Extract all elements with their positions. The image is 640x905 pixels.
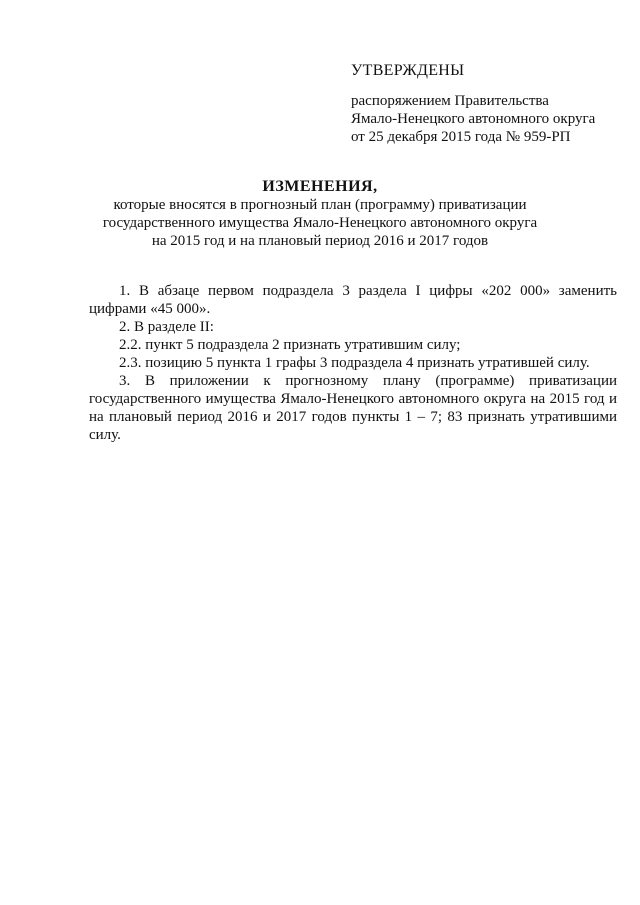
paragraph-3-line-4: силу. [89, 427, 121, 443]
heading-line-2: государственного имущества Ямало-Ненецкого автономного округа [102, 215, 538, 231]
approval-title: УТВЕРЖДЕНЫ [351, 62, 465, 79]
approval-line-decree: распоряжением Правительства [351, 93, 549, 109]
paragraph-2-3-line-1: 2.3. позицию 5 пункта 1 графы 3 подраздела 4 признать утратившей силу. [119, 355, 590, 371]
paragraph-1 [89, 282, 617, 318]
paragraph-3-line-1: 3. В приложении к прогнозному плану (программе) приватизации [119, 373, 617, 389]
paragraph-2 [89, 318, 617, 336]
heading-line-1: которые вносятся в прогнозный план (программу) приватизации [113, 197, 527, 213]
paragraph-1-line-2: цифрами «45 000». [89, 301, 211, 317]
paragraph-3-line-2: государственного имущества Ямало-Ненецкого автономного округа на 2015 год и [89, 391, 617, 407]
paragraph-1-line-1: 1. В абзаце первом подраздела 3 раздела I цифры «202 000» заменить [119, 283, 617, 299]
paragraph-2-3 [89, 354, 617, 372]
paragraph-3-line-3: на плановый период 2016 и 2017 годов пункты 1 – 7; 83 признать утратившими [89, 409, 617, 425]
document-body [89, 282, 617, 444]
paragraph-3 [89, 372, 617, 444]
document-heading [60, 178, 580, 250]
paragraph-2-2 [89, 336, 617, 354]
approval-line-region: Ямало-Ненецкого автономного округа [351, 111, 596, 127]
paragraph-2-2-line-1: 2.2. пункт 5 подраздела 2 признать утратившим силу; [119, 337, 461, 353]
heading-title: ИЗМЕНЕНИЯ, [262, 178, 378, 195]
heading-line-3: на 2015 год и на плановый период 2016 и 2017 годов [151, 233, 489, 249]
approval-block [351, 62, 611, 146]
approval-line-date: от 25 декабря 2015 года № 959-РП [351, 129, 571, 145]
paragraph-2-line-1: 2. В разделе II: [119, 319, 214, 335]
